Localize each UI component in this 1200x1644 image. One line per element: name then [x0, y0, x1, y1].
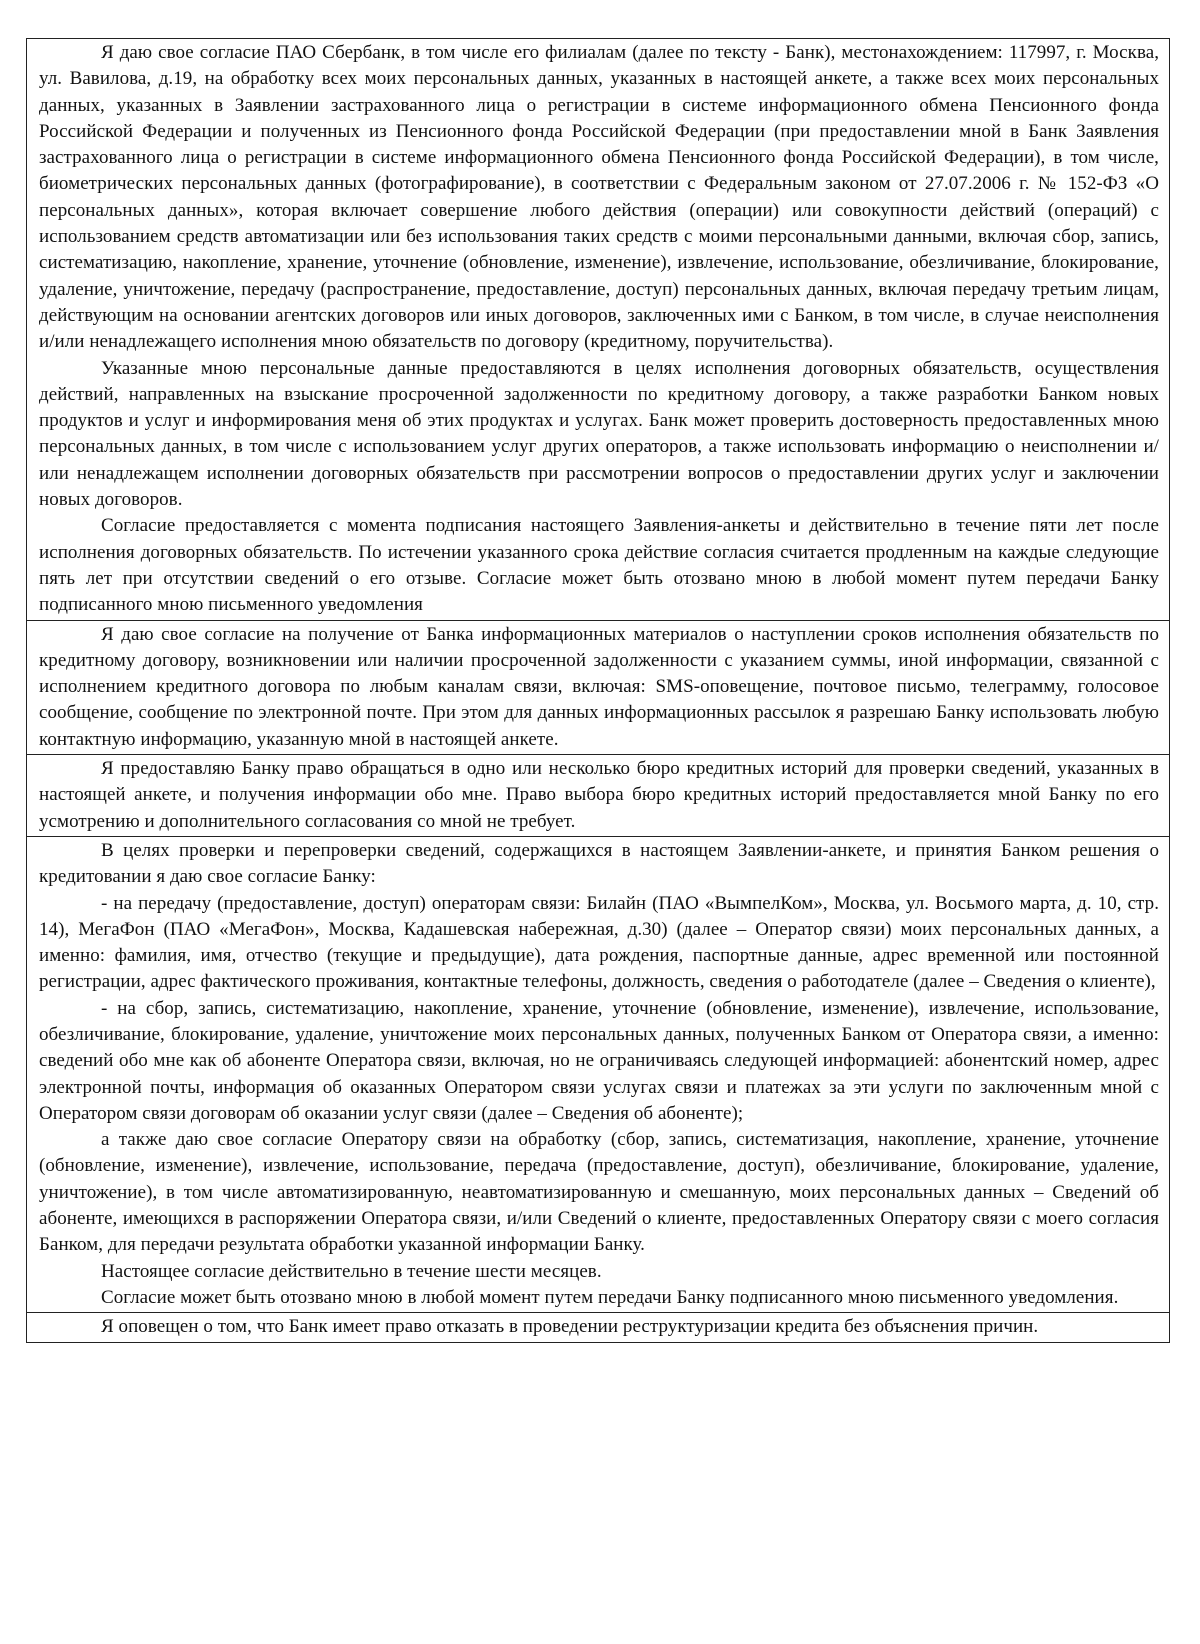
paragraph: В целях проверки и перепроверки сведений, содержащихся в настоящем Заявлении-анкете, и принятия Банком решения о кредитовании я даю свое согласие Банку:: [39, 839, 1159, 888]
paragraph: Согласие может быть отозвано мною в любой момент путем передачи Банку подписанного мною письменного уведомления.: [101, 1286, 1119, 1308]
section-telecom-operator-consent: [27, 836, 1169, 1312]
paragraph: Согласие предоставляется с момента подписания настоящего Заявления-анкеты и действительно в течение пяти лет после исполнения договорных обязательств. По истечении указанного срока действие согласия считается продленным на каждые следующие пять лет при отсутствии сведений о его отзыве. Согласие может быть отозвано мною в любой момент путем передачи Банку подписанного мною письменного уведомления: [39, 515, 1159, 616]
paragraph: а также даю свое согласие Оператору связи на обработку (сбор, запись, систематизация, накопление, хранение, уточнение (обновление, изменение), извлечение, использование, передача (предоставление, доступ), обезличивание, блокирование, удаление, уничтожение), в том числе автоматизированную, неавтоматизированную и смешанную, моих персональных данных – Сведений об абоненте, имеющихся в распоряжении Оператора связи, и/или Сведений о клиенте, предоставленных Оператору связи с моего согласия Банком, для передачи результата обработки указанной информации Банку.: [39, 1129, 1159, 1256]
paragraph: - на передачу (предоставление, доступ) операторам связи: Билайн (ПАО «ВымпелКом», Москва, ул. Восьмого марта, д. 10, стр. 14), МегаФон (ПАО «МегаФон», Москва, Кадашевская набережная, д.30) (далее – Оператор связи) моих персональных данных, а именно: фамилия, имя, отчество (текущие и предыдущие), дата рождения, паспортные данные, адрес временной или постоянной регистрации, адрес фактического проживания, контактные телефоны, должность, сведения о работодателе (далее – Сведения о клиенте),: [39, 892, 1159, 993]
section-restructuring-notice: [27, 1312, 1169, 1341]
section-notifications-consent: [27, 620, 1169, 754]
paragraph: Я предоставляю Банку право обращаться в одно или несколько бюро кредитных историй для проверки сведений, указанных в настоящей анкете, и получения информации обо мне. Право выбора бюро кредитных историй предоставляется мной Банку по его усмотрению и дополнительного согласования со мной не требует.: [39, 758, 1159, 832]
paragraph: Указанные мною персональные данные предоставляются в целях исполнения договорных обязательств, осуществления действий, направленных на взыскание просроченной задолженности по кредитному договору, а также разработки Банком новых продуктов и услуг и информирования меня об этих продуктах и услугах. Банк может проверить достоверность предоставленных мною персональных данных, в том числе с использованием услуг других операторов, а также использовать информацию о неисполнении и/или ненадлежащем исполнении договорных обязательств при рассмотрении вопросов о предоставлении других услуг и заключении новых договоров.: [39, 357, 1159, 511]
paragraph: - на сбор, запись, систематизацию, накопление, хранение, уточнение (обновление, изменение), извлечение, использование, обезличивание, блокирование, удаление, уничтожение моих персональных данных, полученных Банком от Оператора связи, а именно: сведений обо мне как об абоненте Оператора связи, включая, но не ограничиваясь следующей информацией: абонентский номер, адрес электронной почты, информация об оказанных Оператором связи услугах связи и платежах за эти услуги по заключенным мной с Оператором связи договорам об оказании услуг связи (далее – Сведения об абоненте);: [39, 997, 1159, 1124]
paragraph: Я оповещен о том, что Банк имеет право отказать в проведении реструктуризации кредита без объяснения причин.: [101, 1316, 1039, 1338]
paragraph: Я даю свое согласие на получение от Банка информационных материалов о наступлении сроков исполнения обязательств по кредитному договору, возникновении или наличии просроченной задолженности с указанием суммы, иной информации, связанной с исполнением кредитного договора по любым каналам связи, включая: SMS-оповещение, почтовое письмо, телеграмму, голосовое сообщение, сообщение по электронной почте. При этом для данных информационных рассылок я разрешаю Банку использовать любую контактную информацию, указанную мной в настоящей анкете.: [39, 623, 1159, 750]
section-credit-bureau-consent: [27, 754, 1169, 836]
paragraph: Настоящее согласие действительно в течение шести месяцев.: [101, 1260, 602, 1282]
paragraph: Я даю свое согласие ПАО Сбербанк, в том числе его филиалам (далее по тексту - Банк), местонахождением: 117997, г. Москва, ул. Вавилова, д.19, на обработку всех моих персональных данных, указанных в настоящей анкете, а также всех моих персональных данных, указанных в Заявлении застрахованного лица о регистрации в системе информационного обмена Пенсионного фонда Российской Федерации и полученных из Пенсионного фонда Российской Федерации (при предоставлении мной в Банк Заявления застрахованного лица о регистрации в системе информационного обмена Пенсионного фонда Российской Федерации), в том числе, биометрических персональных данных (фотографирование), в соответствии с Федеральным законом от 27.07.2006 г. № 152-ФЗ «О персональных данных», которая включает совершение любого действия (операции) или совокупности действий (операций) с использованием средств автоматизации или без использования таких средств с моими персональными данными, включая сбор, запись, систематизацию, накопление, хранение, уточнение (обновление, изменение), извлечение, использование, обезличивание, блокирование, удаление, уничтожение, передачу (распространение, предоставление, доступ) персональных данных, включая передачу третьим лицам, действующим на основании агентских договоров или иных договоров, заключенных ими с Банком, в том числе, в случае неисполнения и/или ненадлежащего исполнения мною обязательств по договору (кредитному, поручительства).: [39, 42, 1159, 353]
consent-document: [26, 38, 1170, 1343]
section-personal-data-consent: [27, 39, 1169, 620]
